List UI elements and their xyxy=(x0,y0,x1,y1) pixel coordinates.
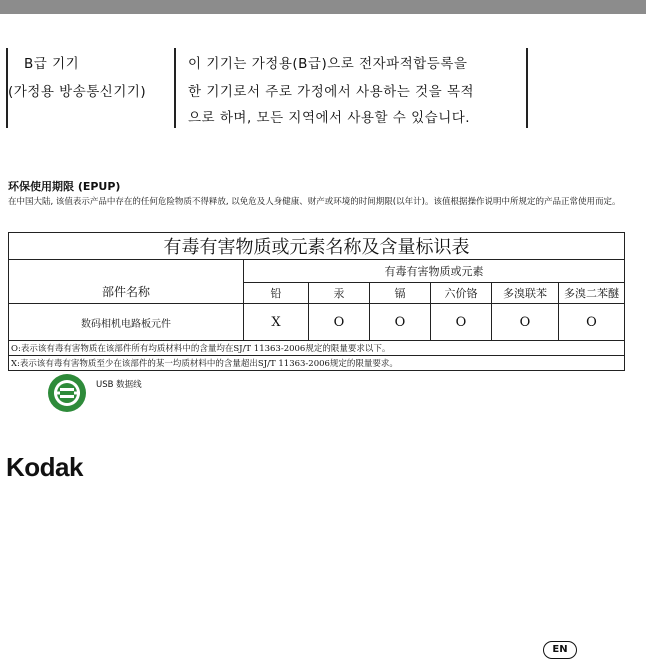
korean-right-line-1: 이 기기는 가정용(B급)으로 전자파적합등록을 xyxy=(188,56,468,72)
column-header: 六价铬 xyxy=(431,283,492,304)
column-header: 多溴二苯醚 xyxy=(559,283,625,304)
table-row xyxy=(9,304,625,341)
value-cell: O xyxy=(309,304,370,341)
legend-note-o: O:表示该有毒有害物质在该部件所有均质材料中的含量均在SJ/T 11363-2006规定的限量要求以下。 xyxy=(9,341,625,356)
epup-e-icon xyxy=(46,372,88,414)
value-cell: O xyxy=(559,304,625,341)
value-cell: O xyxy=(370,304,431,341)
column-header: 铅 xyxy=(244,283,309,304)
hazard-substance-table xyxy=(8,232,625,371)
hazard-table-title: 有毒有害物质或元素名称及含量标识表 xyxy=(9,233,625,260)
column-header: 多溴联苯 xyxy=(492,283,559,304)
korean-left-line-1: B급 기기 xyxy=(24,56,80,72)
korean-emc-notice xyxy=(6,48,528,128)
value-cell: X xyxy=(244,304,309,341)
korean-left-line-2: (가정용 방송통신기기) xyxy=(8,84,147,100)
column-header: 镉 xyxy=(370,283,431,304)
epup-title: 环保使用期限 (EPUP) xyxy=(8,180,121,193)
language-badge: EN xyxy=(543,641,577,659)
legend-note-x: X:表示该有毒有害物质至少在该部件的某一均质材料中的含量超出SJ/T 11363-2006规定的限量要求。 xyxy=(9,356,625,371)
usb-cable-label: USB 数据线 xyxy=(96,380,142,390)
value-cell: O xyxy=(492,304,559,341)
korean-notice-left-column xyxy=(6,48,176,128)
kodak-logo: Kodak xyxy=(6,452,83,482)
part-name-header: 部件名称 xyxy=(9,260,244,304)
epup-description: 在中国大陆, 该值表示产品中存在的任何危险物质不得释放, 以免危及人身健康、财产或环境的时间期限(以年计)。该值根据操作说明中所规定的产品正常使用而定。 xyxy=(8,197,621,207)
substance-group-header: 有毒有害物质或元素 xyxy=(244,260,625,283)
column-header: 汞 xyxy=(309,283,370,304)
part-name-cell: 数码相机电路板元件 xyxy=(9,304,244,341)
korean-right-line-3: 으로 하며, 모든 지역에서 사용할 수 있습니다. xyxy=(188,110,471,126)
top-bar xyxy=(0,0,646,14)
korean-notice-right-column xyxy=(178,48,528,128)
korean-right-line-2: 한 기기로서 주로 가정에서 사용하는 것을 목적 xyxy=(188,84,475,100)
value-cell: O xyxy=(431,304,492,341)
